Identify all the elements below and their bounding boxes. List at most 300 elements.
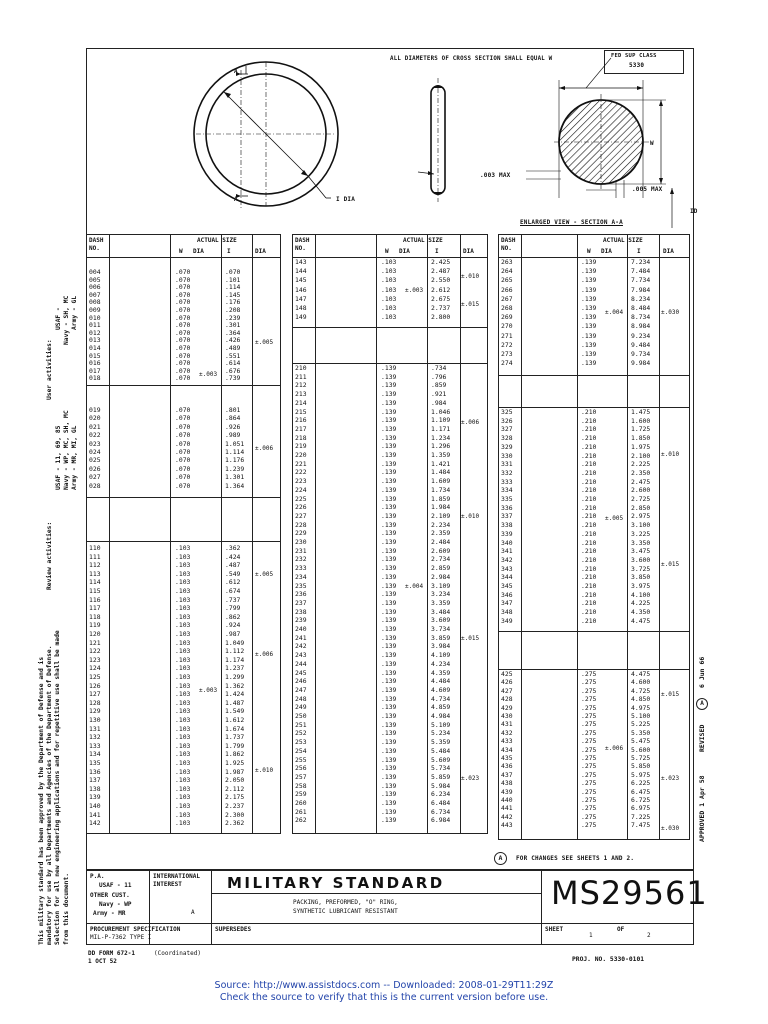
t3g3-tol2: ±.023 — [661, 775, 680, 782]
dash-number: 235 — [295, 581, 307, 590]
table-row — [499, 679, 689, 686]
cross-section-w: .103 — [175, 544, 191, 552]
description-line-1: PACKING, PREFORMED, "O" RING, — [293, 899, 398, 906]
dash-number: 244 — [295, 659, 307, 668]
table-row — [87, 648, 280, 655]
table-row — [87, 545, 280, 552]
inside-diameter-i: 5.475 — [631, 737, 651, 746]
dash-number: 019 — [89, 406, 101, 414]
cross-section-w: .139 — [581, 267, 597, 276]
dash-number: 239 — [295, 616, 307, 625]
review-usaf: USAF - 11, 69, 85 — [55, 425, 62, 490]
section-label: ENLARGED VIEW - SECTION A-A — [520, 219, 623, 226]
table-row — [87, 777, 280, 784]
inside-diameter-i: 8.484 — [631, 304, 651, 312]
inside-diameter-i: 2.734 — [431, 555, 451, 564]
cross-section-w: .139 — [581, 304, 597, 312]
table-row — [499, 296, 689, 303]
inside-diameter-i: 4.859 — [431, 703, 451, 712]
dash-number: 136 — [89, 767, 101, 776]
cross-section-w: .210 — [581, 408, 597, 416]
table-row — [499, 592, 689, 599]
dash-number: 147 — [295, 294, 307, 303]
cross-section-w: .275 — [581, 804, 597, 813]
table-row — [87, 665, 280, 672]
cross-section-w: .103 — [175, 784, 191, 793]
cross-section-w: .210 — [581, 590, 597, 599]
cross-section-w: .139 — [581, 340, 597, 349]
table-row — [293, 774, 487, 781]
dash-number: 223 — [295, 477, 307, 486]
inside-diameter-i: 3.725 — [631, 564, 651, 573]
cross-section-w: .275 — [581, 787, 597, 796]
cross-section-w: .139 — [381, 712, 397, 720]
inside-diameter-i: 1.421 — [431, 459, 451, 468]
inside-diameter-i: 3.984 — [431, 642, 451, 651]
cross-section-w: .103 — [175, 647, 191, 656]
cross-section-w: .103 — [175, 595, 191, 604]
table-row — [87, 631, 280, 638]
cross-section-w: .210 — [581, 503, 597, 512]
review-navy: Navy - WP, MC, SH, MC — [63, 410, 70, 490]
table-row — [293, 783, 487, 790]
inside-diameter-i: .799 — [225, 604, 241, 613]
dash-number: 426 — [501, 678, 513, 687]
dash-number: 332 — [501, 468, 513, 477]
cross-section-w: .139 — [381, 607, 397, 616]
dash-number: 123 — [89, 655, 101, 664]
inside-diameter-i: .208 — [225, 306, 241, 314]
fsc-value: 5330 — [629, 62, 645, 69]
table-row — [293, 365, 487, 372]
cross-section-w: .139 — [381, 451, 397, 459]
dash-number: 256 — [295, 764, 307, 773]
table-row — [293, 617, 487, 624]
table-row — [293, 259, 487, 266]
cross-section-w: .139 — [381, 372, 397, 381]
sheet-total: 2 — [647, 932, 651, 939]
table-row — [499, 522, 689, 529]
dash-number: 252 — [295, 729, 307, 738]
inside-diameter-i: 1.049 — [225, 638, 245, 647]
dash-number: 010 — [89, 313, 101, 322]
dash-number: 025 — [89, 456, 101, 465]
other-cust-label: OTHER CUST. — [90, 892, 130, 899]
dash-number: 253 — [295, 738, 307, 747]
dash-number: 120 — [89, 630, 101, 638]
dash-number: 125 — [89, 673, 101, 681]
cross-section-w: .139 — [381, 546, 397, 555]
table-row — [293, 478, 487, 485]
cross-section-w: .103 — [175, 621, 191, 630]
dash-number: 023 — [89, 439, 101, 448]
inside-diameter-i: 5.484 — [431, 746, 451, 755]
table-row — [293, 426, 487, 433]
table-row — [499, 747, 689, 754]
inside-diameter-i: 5.975 — [631, 770, 651, 779]
table-row — [293, 739, 487, 746]
table-row — [293, 730, 487, 737]
description-line-2: SYNTHETIC LUBRICANT RESISTANT — [293, 908, 398, 915]
cross-section-w: .210 — [581, 573, 597, 582]
review-army: Army - MR, MI, GL — [71, 425, 78, 490]
t3g1-wtol: ±.004 — [605, 309, 624, 316]
document-number: MS29561 — [551, 874, 708, 912]
dash-number: 126 — [89, 681, 101, 690]
inside-diameter-i: 3.475 — [631, 547, 651, 556]
table-row — [499, 797, 689, 804]
cross-section-w: .103 — [381, 285, 397, 294]
inside-diameter-i: 3.234 — [431, 590, 451, 599]
inside-diameter-i: 2.484 — [431, 538, 451, 546]
dash-number: 325 — [501, 408, 513, 416]
dash-number: 246 — [295, 677, 307, 686]
table-row — [499, 287, 689, 294]
cross-section-w: .139 — [381, 529, 397, 538]
inside-diameter-i: 2.109 — [431, 511, 451, 520]
inside-diameter-i: 2.350 — [631, 468, 651, 477]
t2g2-wtol: ±.004 — [405, 583, 424, 590]
inside-diameter-i: .176 — [225, 298, 241, 307]
dash-number: 337 — [501, 512, 513, 521]
t3g1-tol: ±.030 — [661, 309, 680, 316]
table-row — [499, 259, 689, 266]
dash-number: 212 — [295, 381, 307, 390]
dash-number: 006 — [89, 283, 101, 292]
dash-number: 435 — [501, 754, 513, 762]
cross-section-w: .275 — [581, 686, 597, 695]
dash-number: 328 — [501, 434, 513, 443]
table-row — [293, 661, 487, 668]
dash-number: 341 — [501, 547, 513, 556]
cross-section-w: .275 — [581, 779, 597, 788]
table-row — [293, 513, 487, 520]
cross-section-w: .070 — [175, 351, 191, 360]
cross-section-w: .139 — [581, 331, 597, 340]
table-row — [499, 583, 689, 590]
table-row — [293, 287, 487, 294]
table-row — [87, 726, 280, 733]
table-row — [87, 622, 280, 629]
dash-number: 018 — [89, 374, 101, 383]
cross-section-w: .139 — [381, 433, 397, 442]
dash-number: 130 — [89, 716, 101, 724]
dash-number: 149 — [295, 313, 307, 322]
inside-diameter-i: .984 — [431, 398, 447, 407]
table-row — [87, 734, 280, 741]
cross-section-w: .139 — [581, 285, 597, 294]
cross-section-w: .139 — [381, 685, 397, 694]
dash-number: 326 — [501, 416, 513, 425]
table-row — [499, 277, 689, 284]
dash-number: 124 — [89, 664, 101, 673]
table-row — [499, 426, 689, 433]
inside-diameter-i: 8.734 — [631, 313, 651, 322]
col-no: NO. — [89, 245, 100, 252]
cross-section-w: .103 — [175, 664, 191, 673]
inside-diameter-i: 4.100 — [631, 590, 651, 599]
inside-diameter-i: 3.734 — [431, 625, 451, 633]
dash-number: 216 — [295, 416, 307, 425]
table-row — [293, 539, 487, 546]
inside-diameter-i: 6.225 — [631, 779, 651, 788]
inside-diameter-i: 5.725 — [631, 754, 651, 762]
table-row — [87, 597, 280, 604]
col-dash: DASH — [501, 237, 516, 244]
sheet-label: SHEET — [545, 926, 564, 933]
dash-number: 430 — [501, 712, 513, 720]
table-row — [293, 461, 487, 468]
table-row — [87, 579, 280, 586]
table-row — [87, 803, 280, 810]
procurement-spec-label: PROCUREMENT SPECIFICATION — [90, 926, 181, 933]
inside-diameter-i: 4.725 — [631, 686, 651, 695]
dash-number: 261 — [295, 807, 307, 816]
cross-section-w: .103 — [175, 767, 191, 776]
t3g2-wtol: ±.005 — [605, 515, 624, 522]
inside-diameter-i: 5.734 — [431, 764, 451, 773]
inside-diameter-i: 1.296 — [431, 442, 451, 451]
col-no: NO. — [295, 245, 306, 252]
cross-section-w: .070 — [175, 268, 191, 276]
cross-section-w: .139 — [381, 807, 397, 816]
cross-section-w: .275 — [581, 796, 597, 804]
t1g1-tol: ±.005 — [255, 339, 274, 346]
cross-section-w: .139 — [381, 477, 397, 486]
table-row — [293, 522, 487, 529]
table-row — [499, 351, 689, 358]
diameter-note: ALL DIAMETERS OF CROSS SECTION SHALL EQUAL W — [390, 56, 553, 62]
dash-number: 348 — [501, 608, 513, 617]
cross-section-w: .139 — [581, 350, 597, 358]
dash-number: 347 — [501, 599, 513, 608]
cross-section-w: .103 — [175, 569, 191, 578]
label-id: ID — [690, 208, 698, 215]
table-row — [87, 751, 280, 758]
inside-diameter-i: 2.475 — [631, 477, 651, 486]
col-w: W — [179, 248, 183, 255]
dash-number: 427 — [501, 686, 513, 695]
t3g2-tol1: ±.010 — [661, 451, 680, 458]
inside-diameter-i: 1.725 — [631, 425, 651, 434]
table-row — [293, 635, 487, 642]
form-number: DD FORM 672-1 — [88, 950, 135, 957]
dash-number: 346 — [501, 590, 513, 599]
inside-diameter-i: 1.609 — [431, 477, 451, 486]
table-row — [293, 574, 487, 581]
inside-diameter-i: 4.350 — [631, 608, 651, 617]
cross-section-w: .139 — [381, 816, 397, 825]
verify-line: Check the source to verify that this is the current version before use. — [219, 992, 549, 1003]
col-w: W — [587, 248, 591, 255]
inside-diameter-i: 2.725 — [631, 495, 651, 503]
cross-section-w: .139 — [381, 416, 397, 425]
cross-section-w: .103 — [175, 819, 191, 828]
inside-diameter-i: 1.975 — [631, 442, 651, 451]
dash-number: 238 — [295, 607, 307, 616]
dash-number: 148 — [295, 304, 307, 312]
dash-number: 024 — [89, 448, 101, 456]
inside-diameter-i: 7.475 — [631, 821, 651, 830]
dash-number: 146 — [295, 285, 307, 294]
table-row — [87, 441, 280, 448]
cross-section-w: .210 — [581, 512, 597, 521]
inside-diameter-i: .612 — [225, 578, 241, 587]
inside-diameter-i: 1.484 — [431, 468, 451, 477]
cross-section-w: .139 — [381, 625, 397, 633]
cross-section-w: .210 — [581, 442, 597, 451]
col-actual: ACTUAL SIZE — [403, 237, 443, 244]
other-navy: Navy - WP — [99, 901, 132, 908]
table-row — [293, 487, 487, 494]
col-i: I — [637, 248, 641, 255]
oring-drawing — [86, 48, 694, 233]
inside-diameter-i: .362 — [225, 544, 241, 552]
cross-section-w: .070 — [175, 366, 191, 375]
table-row — [87, 554, 280, 561]
inside-diameter-i: 6.725 — [631, 796, 651, 804]
table-row — [293, 583, 487, 590]
dash-number: 224 — [295, 485, 307, 494]
table-row — [293, 626, 487, 633]
cross-section-w: .275 — [581, 678, 597, 687]
cross-section-w: .139 — [581, 258, 597, 266]
cross-section-w: .103 — [381, 267, 397, 276]
inside-diameter-i: .145 — [225, 290, 241, 299]
table-row — [499, 618, 689, 625]
cross-section-w: .103 — [175, 638, 191, 647]
dash-number: 014 — [89, 344, 101, 352]
cross-section-w: .210 — [581, 451, 597, 460]
dash-number: 231 — [295, 546, 307, 555]
table-row — [499, 418, 689, 425]
cross-section-w: .103 — [175, 681, 191, 690]
dash-number: 438 — [501, 779, 513, 788]
cross-section-w: .070 — [175, 313, 191, 322]
col-w-dia: DIA — [601, 248, 612, 255]
dash-number: 344 — [501, 573, 513, 582]
inside-diameter-i: 4.359 — [431, 668, 451, 677]
table-row — [293, 565, 487, 572]
revision-letter: A — [696, 698, 708, 710]
col-actual: ACTUAL SIZE — [603, 237, 643, 244]
table-row — [293, 600, 487, 607]
dash-number: 263 — [501, 258, 513, 266]
dash-number: 118 — [89, 612, 101, 621]
table-row — [293, 469, 487, 476]
table-row — [293, 305, 487, 312]
cross-section-w: .139 — [381, 381, 397, 390]
dash-number: 210 — [295, 364, 307, 372]
inside-diameter-i: .614 — [225, 359, 241, 368]
dash-number: 007 — [89, 290, 101, 299]
cross-section-w: .070 — [175, 406, 191, 414]
inside-diameter-i: .239 — [225, 313, 241, 322]
dash-number: 015 — [89, 351, 101, 360]
cross-section-w: .070 — [175, 374, 191, 383]
inside-diameter-i: 1.925 — [225, 759, 245, 767]
inside-diameter-i: .737 — [225, 595, 241, 604]
table-row — [499, 713, 689, 720]
inside-diameter-i: .924 — [225, 621, 241, 630]
inside-diameter-i: .987 — [225, 630, 241, 638]
inside-diameter-i: 9.484 — [631, 340, 651, 349]
table-row — [293, 417, 487, 424]
inside-diameter-i: 6.984 — [431, 816, 451, 825]
inside-diameter-i: 5.850 — [631, 762, 651, 771]
table-row — [499, 461, 689, 468]
dash-number: 226 — [295, 503, 307, 512]
dash-number: 131 — [89, 724, 101, 733]
inside-diameter-i: 8.984 — [631, 322, 651, 331]
dash-number: 116 — [89, 595, 101, 604]
t1g3-tol1: ±.005 — [255, 571, 274, 578]
project-number: PROJ. NO. 5330-0101 — [572, 956, 645, 963]
table-row — [293, 504, 487, 511]
dash-number: 129 — [89, 707, 101, 716]
label-a-bottom: A — [234, 196, 238, 203]
cross-section-w: .103 — [175, 759, 191, 767]
inside-diameter-i: 1.301 — [225, 473, 245, 482]
dash-number: 139 — [89, 793, 101, 802]
cross-section-w: .070 — [175, 431, 191, 440]
inside-diameter-i: .676 — [225, 366, 241, 375]
user-activities-label: User activities: — [46, 339, 53, 400]
inside-diameter-i: 4.609 — [431, 685, 451, 694]
cross-section-w: .139 — [381, 581, 397, 590]
cross-section-w: .139 — [381, 633, 397, 642]
table-row — [87, 562, 280, 569]
cross-section-w: .139 — [381, 459, 397, 468]
table-row — [293, 409, 487, 416]
dash-number: 220 — [295, 451, 307, 459]
inside-diameter-i: 4.600 — [631, 678, 651, 687]
table-row — [499, 789, 689, 796]
cross-section-w: .139 — [581, 276, 597, 285]
inside-diameter-i: 8.234 — [631, 294, 651, 303]
col-i: I — [435, 248, 439, 255]
table-row — [293, 643, 487, 650]
inside-diameter-i: .070 — [225, 268, 241, 276]
table-row — [499, 513, 689, 520]
dash-number: 266 — [501, 285, 513, 294]
cross-section-w: .103 — [175, 552, 191, 561]
inside-diameter-i: 6.975 — [631, 804, 651, 813]
table-row — [87, 614, 280, 621]
table-row — [499, 505, 689, 512]
dash-number: 270 — [501, 322, 513, 331]
t2g2-tol4: ±.023 — [461, 775, 480, 782]
dash-number: 225 — [295, 494, 307, 503]
inside-diameter-i: 9.234 — [631, 331, 651, 340]
sheet-number: 1 — [589, 932, 593, 939]
cross-section-w: .139 — [381, 442, 397, 451]
cross-section-w: .070 — [175, 321, 191, 330]
cross-section-w: .139 — [381, 790, 397, 799]
cross-section-w: .103 — [175, 741, 191, 750]
inside-diameter-i: .101 — [225, 275, 241, 284]
inside-diameter-i: 4.109 — [431, 651, 451, 660]
dash-number: 249 — [295, 703, 307, 712]
table-row — [293, 817, 487, 824]
sheet-of: OF — [617, 926, 625, 933]
t3g2-tol2: ±.015 — [661, 561, 680, 568]
table-row — [293, 704, 487, 711]
col-w: W — [385, 248, 389, 255]
dash-number: 339 — [501, 529, 513, 538]
dash-number: 334 — [501, 486, 513, 495]
t3g3-tol3: ±.030 — [661, 825, 680, 832]
